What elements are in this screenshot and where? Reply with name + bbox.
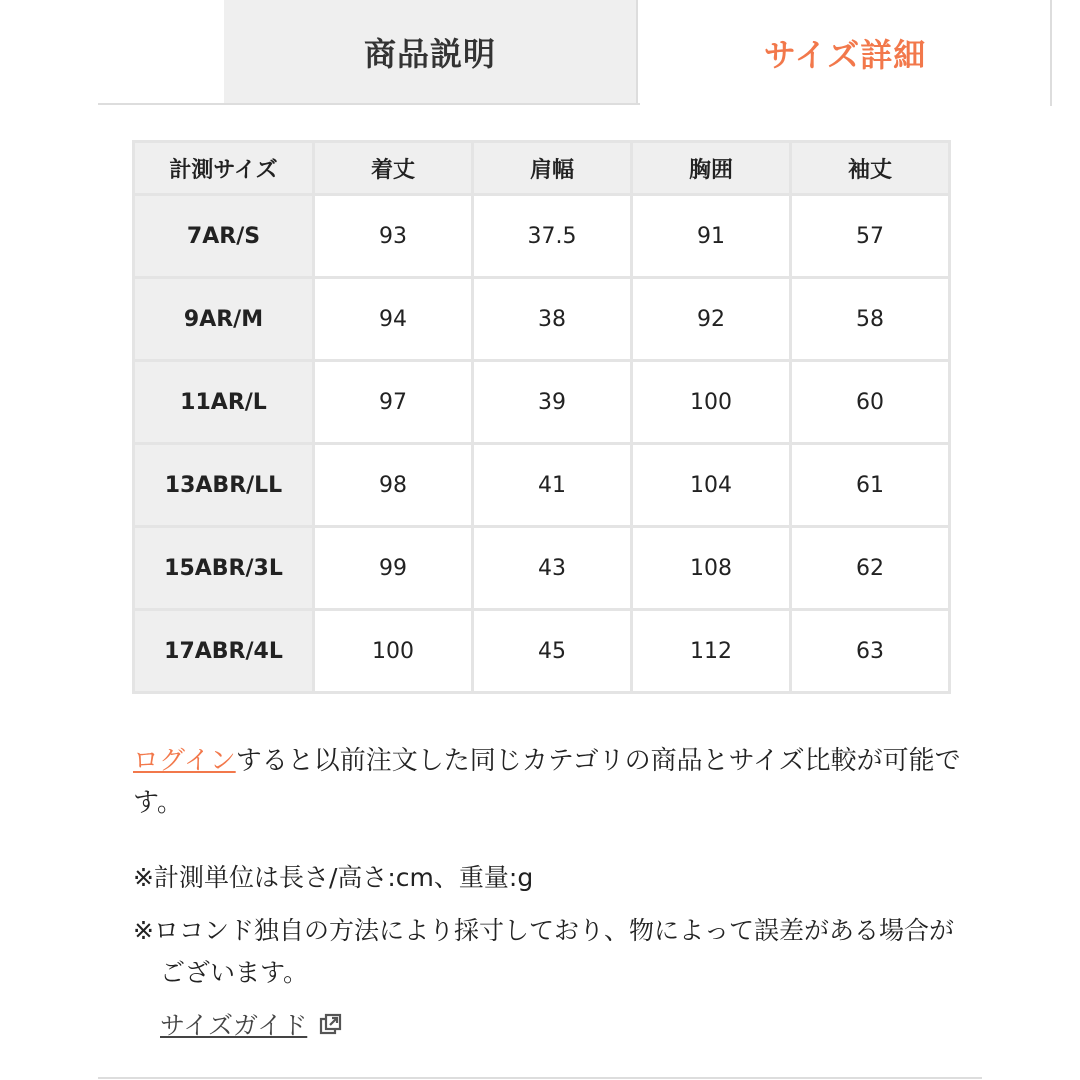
tab-product-description[interactable]: [224, 0, 638, 103]
value-cell: 93: [314, 195, 473, 278]
value-cell: 94: [314, 278, 473, 361]
divider: [98, 1077, 982, 1079]
value-cell: 92: [632, 278, 791, 361]
size-guide-label: サイズガイド: [160, 1011, 308, 1040]
value-cell: 58: [791, 278, 950, 361]
value-cell: 112: [632, 610, 791, 693]
login-compare-note: [133, 740, 963, 824]
tab-size-details[interactable]: [640, 0, 1052, 106]
measurement-method-note: ※ロコンド独自の方法により採寸しており、物によって誤差がある場合がございます。: [133, 916, 954, 987]
value-cell: 91: [632, 195, 791, 278]
value-cell: 104: [632, 444, 791, 527]
size-cell: 7AR/S: [134, 195, 314, 278]
size-table: [132, 140, 951, 694]
value-cell: 41: [473, 444, 632, 527]
size-cell: 15ABR/3L: [134, 527, 314, 610]
value-cell: 37.5: [473, 195, 632, 278]
value-cell: 39: [473, 361, 632, 444]
login-note-text: すると以前注文した同じカテゴリの商品とサイズ比較が可能です。: [133, 746, 961, 818]
table-row: [134, 195, 950, 278]
value-cell: 57: [791, 195, 950, 278]
header-length: 着丈: [314, 142, 473, 195]
value-cell: 61: [791, 444, 950, 527]
tab-label: サイズ詳細: [763, 36, 927, 74]
table-row: [134, 278, 950, 361]
value-cell: 108: [632, 527, 791, 610]
external-link-icon: [319, 1012, 343, 1036]
table-row: [134, 361, 950, 444]
size-cell: 13ABR/LL: [134, 444, 314, 527]
tab-label: 商品説明: [363, 34, 496, 73]
value-cell: 38: [473, 278, 632, 361]
value-cell: 99: [314, 527, 473, 610]
size-cell: 9AR/M: [134, 278, 314, 361]
value-cell: 62: [791, 527, 950, 610]
table-row: [134, 444, 950, 527]
value-cell: 43: [473, 527, 632, 610]
value-cell: 100: [314, 610, 473, 693]
header-shoulder: 肩幅: [473, 142, 632, 195]
table-header-row: [134, 142, 950, 195]
value-cell: 100: [632, 361, 791, 444]
header-sleeve: 袖丈: [791, 142, 950, 195]
table-row: [134, 527, 950, 610]
size-cell: 17ABR/4L: [134, 610, 314, 693]
table-row: [134, 610, 950, 693]
size-cell: 11AR/L: [134, 361, 314, 444]
measurement-unit-note: ※計測単位は長さ/高さ:cm、重量:g: [133, 863, 534, 892]
value-cell: 63: [791, 610, 950, 693]
value-cell: 60: [791, 361, 950, 444]
tab-bar: [98, 0, 982, 106]
size-guide-link[interactable]: [160, 1006, 343, 1042]
login-link[interactable]: ログイン: [133, 746, 236, 776]
header-measure-size: 計測サイズ: [134, 142, 314, 195]
value-cell: 98: [314, 444, 473, 527]
value-cell: 45: [473, 610, 632, 693]
header-chest: 胸囲: [632, 142, 791, 195]
value-cell: 97: [314, 361, 473, 444]
